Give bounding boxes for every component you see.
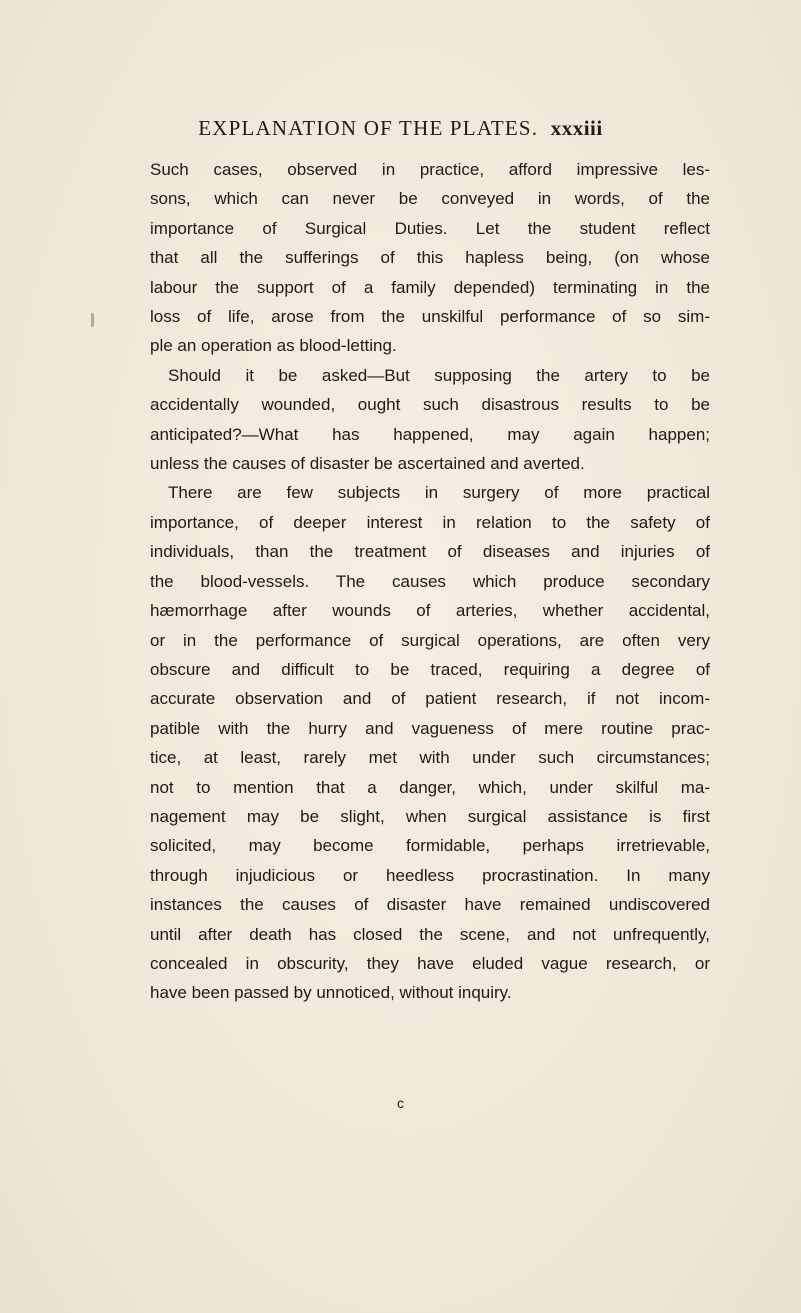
text-line: the blood-vessels. The causes which produce secondary bbox=[150, 571, 710, 591]
header-title: EXPLANATION OF THE PLATES. bbox=[198, 116, 539, 140]
text-line: sons, which can never be conveyed in words, of the bbox=[150, 189, 710, 209]
text-line: solicited, may become formidable, perhaps irretrievable, bbox=[150, 836, 710, 856]
page-number: xxxiii bbox=[550, 116, 603, 140]
text-line: importance of Surgical Duties. Let the student reflect bbox=[150, 218, 710, 238]
text-line: individuals, than the treatment of diseases and injuries of bbox=[150, 542, 710, 562]
text-line: anticipated?—What has happened, may again happen; bbox=[150, 424, 710, 444]
text-line: or in the performance of surgical operations, are often very bbox=[150, 630, 710, 650]
text-line: unless the causes of disaster be ascertained and averted. bbox=[150, 454, 585, 474]
signature-mark: c bbox=[397, 1095, 404, 1111]
text-line: nagement may be slight, when surgical assistance is first bbox=[150, 806, 710, 826]
text-line: patible with the hurry and vagueness of mere routine prac- bbox=[150, 718, 710, 738]
text-line: not to mention that a danger, which, under skilful ma- bbox=[150, 777, 710, 797]
text-line: concealed in obscurity, they have eluded vague research, or bbox=[150, 953, 710, 973]
body-text bbox=[150, 155, 710, 1008]
text-line: obscure and difficult to be traced, requiring a degree of bbox=[150, 659, 710, 679]
text-line: instances the causes of disaster have remained undiscovered bbox=[150, 895, 710, 915]
paragraph-1 bbox=[150, 155, 710, 361]
text-line: ple an operation as blood-letting. bbox=[150, 336, 397, 356]
text-line: until after death has closed the scene, and not unfrequently, bbox=[150, 924, 710, 944]
text-line: tice, at least, rarely met with under such circumstances; bbox=[150, 748, 710, 768]
text-line: that all the sufferings of this hapless being, (on whose bbox=[150, 248, 710, 268]
text-line: Such cases, observed in practice, afford impressive les- bbox=[150, 160, 710, 179]
text-line: labour the support of a family depended) terminating in the bbox=[150, 277, 710, 297]
text-line: hæmorrhage after wounds of arteries, whether accidental, bbox=[150, 601, 710, 621]
text-line: accidentally wounded, ought such disastrous results to be bbox=[150, 395, 710, 415]
margin-mark bbox=[91, 313, 94, 327]
text-line: have been passed by unnoticed, without inquiry. bbox=[150, 983, 512, 1003]
paragraph-3 bbox=[150, 478, 710, 1007]
text-line: accurate observation and of patient research, if not incom- bbox=[150, 689, 710, 709]
text-line: Should it be asked—But supposing the artery to be bbox=[168, 365, 710, 385]
text-line: loss of life, arose from the unskilful performance of so sim- bbox=[150, 307, 710, 327]
text-line: through injudicious or heedless procrastination. In many bbox=[150, 865, 710, 885]
text-line: importance, of deeper interest in relation to the safety of bbox=[150, 512, 710, 532]
paragraph-2 bbox=[150, 361, 710, 479]
text-line: There are few subjects in surgery of more practical bbox=[168, 483, 710, 503]
running-header bbox=[0, 116, 801, 141]
